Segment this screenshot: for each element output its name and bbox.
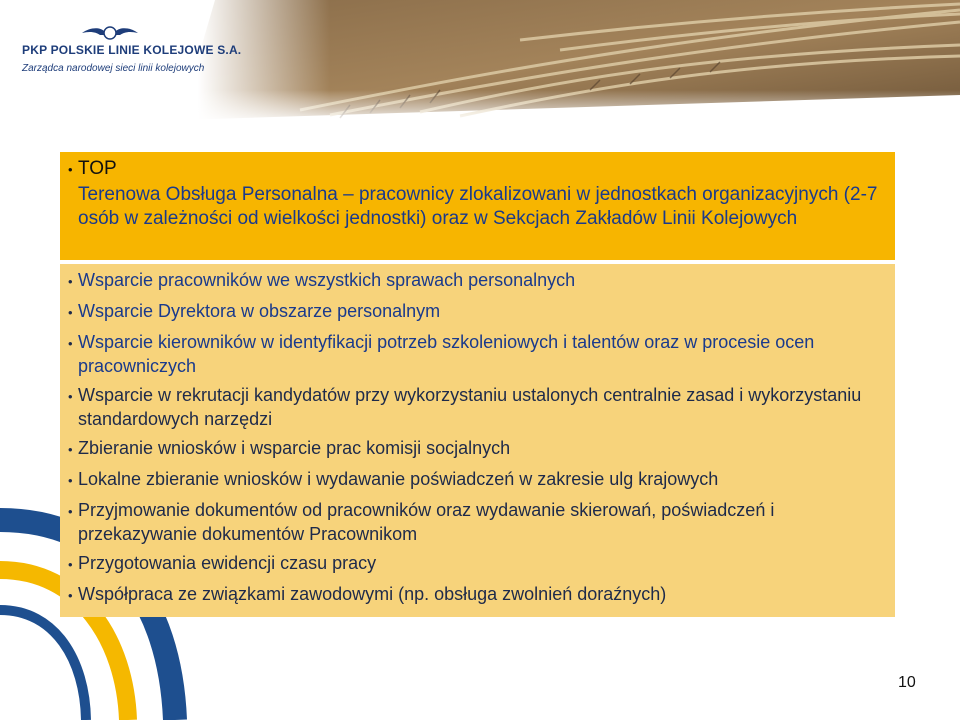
- header-banner: [0, 0, 960, 125]
- top-panel: [60, 152, 895, 260]
- plk-winged-emblem-icon: [80, 24, 140, 42]
- list-item-text: Współpraca ze związkami zawodowymi (np. obsługa zwolnień doraźnych): [78, 584, 667, 604]
- list-item: [68, 330, 887, 378]
- top-heading: [68, 156, 887, 183]
- duties-list: [60, 264, 895, 617]
- bullet-icon: •: [68, 274, 73, 289]
- list-item: [68, 582, 887, 608]
- list-item: [68, 383, 887, 431]
- list-item: [68, 551, 887, 577]
- list-item-text: Przyjmowanie dokumentów od pracowników oraz wydawanie skierowań, poświadczeń i przekazywanie dokumentów Pracownikom: [78, 500, 775, 544]
- top-description: Terenowa Obsługa Personalna – pracownicy zlokalizowani w jednostkach organizacyjnych (2-7 osób w zależności od wielkości jednostki) oraz w Sekcjach Zakładów Linii Kolejowych: [78, 184, 878, 229]
- list-item: [68, 268, 887, 294]
- bullet-icon: •: [68, 473, 73, 488]
- bullet-icon: •: [68, 305, 73, 320]
- company-logo: [0, 0, 242, 100]
- list-item: [68, 436, 887, 462]
- bullet-icon: •: [68, 557, 73, 572]
- top-title: TOP: [78, 158, 117, 179]
- list-item-text: Przygotowania ewidencji czasu pracy: [78, 553, 377, 573]
- logo-title: PKP POLSKIE LINIE KOLEJOWE S.A.: [22, 43, 242, 57]
- list-item-text: Wsparcie kierowników w identyfikacji potrzeb szkoleniowych i talentów oraz w procesie ocen pracowniczych: [78, 332, 815, 376]
- list-item: [68, 299, 887, 325]
- logo-subtitle: Zarządca narodowej sieci linii kolejowych: [22, 63, 205, 74]
- list-item: [68, 498, 887, 546]
- bullet-icon: •: [68, 588, 73, 603]
- bullet-icon: •: [68, 336, 73, 351]
- bullet-icon: •: [68, 162, 73, 177]
- bullet-icon: •: [68, 504, 73, 519]
- page-number: 10: [898, 674, 916, 691]
- bullet-icon: •: [68, 389, 73, 404]
- list-item-text: Wsparcie Dyrektora w obszarze personalnym: [78, 301, 441, 321]
- list-item: [68, 467, 887, 493]
- list-item-text: Wsparcie pracowników we wszystkich sprawach personalnych: [78, 270, 576, 290]
- content-box: [60, 152, 895, 617]
- list-item-text: Wsparcie w rekrutacji kandydatów przy wykorzystaniu ustalonych centralnie zasad i wykorzystaniu standardowych narzędzi: [78, 385, 862, 429]
- list-item-text: Zbieranie wniosków i wsparcie prac komisji socjalnych: [78, 438, 511, 458]
- list-item-text: Lokalne zbieranie wniosków i wydawanie poświadczeń w zakresie ulg krajowych: [78, 469, 719, 489]
- bullet-icon: •: [68, 442, 73, 457]
